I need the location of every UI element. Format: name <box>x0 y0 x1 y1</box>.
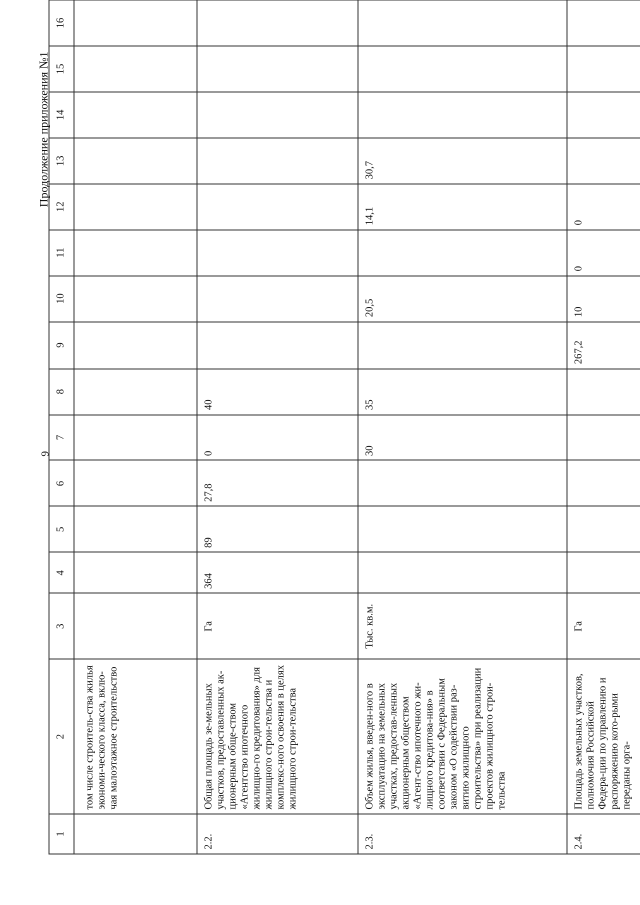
value-cell <box>567 552 640 593</box>
value-cell <box>567 92 640 138</box>
column-number-cell: 5 <box>49 506 74 552</box>
value-cell <box>74 322 197 369</box>
value-cell: 30,7 <box>358 138 567 184</box>
value-cell <box>567 369 640 415</box>
column-number-cell: 8 <box>49 369 74 415</box>
value-cell: 20,5 <box>358 276 567 322</box>
unit-cell: Га <box>197 593 358 659</box>
value-cell <box>74 415 197 461</box>
column-number-cell: 14 <box>49 92 74 138</box>
column-number-cell: 1 <box>49 814 74 854</box>
rotated-page <box>1 0 640 905</box>
column-number-cell: 10 <box>49 276 74 322</box>
value-cell <box>74 138 197 184</box>
column-number-cell: 6 <box>49 460 74 506</box>
value-cell: 40 <box>197 369 358 415</box>
column-number-cell: 7 <box>49 415 74 461</box>
value-cell <box>567 415 640 461</box>
column-number-row <box>49 0 74 854</box>
value-cell <box>358 92 567 138</box>
column-number-cell: 12 <box>49 184 74 230</box>
value-cell <box>74 46 197 92</box>
indicators-table <box>49 0 640 855</box>
value-cell: 364 <box>197 552 358 593</box>
column-number-cell: 4 <box>49 552 74 593</box>
value-cell <box>74 184 197 230</box>
value-cell <box>197 322 358 369</box>
value-cell: 10 <box>567 276 640 322</box>
column-number-cell: 13 <box>49 138 74 184</box>
value-cell <box>74 506 197 552</box>
value-cell <box>197 92 358 138</box>
row-number-cell: 2.2. <box>197 814 358 854</box>
value-cell <box>567 460 640 506</box>
indicator-description-cell: Общая площадь зе-мельных участков, предоставленных ак-ционерным обще-ством «Агентство ипотечного жилищно-го кредитования» для жилищного строи-тельства и комплекс-ного освоения в целях жилищного строи-тельства <box>197 659 358 814</box>
value-cell: 89 <box>197 506 358 552</box>
value-cell <box>197 276 358 322</box>
value-cell <box>74 276 197 322</box>
indicator-description-cell: Объем жилья, введен-ного в эксплуатацию на земельных участках, предостав-ленных акционерным обществом «Агент-ство ипотечного жи-лищного кредитова-ния» в соответствии с Федеральным законом «О содействии раз-витию жилищного строительства» при реализации проектов жилищного строи-тельства <box>358 659 567 814</box>
unit-cell <box>74 593 197 659</box>
value-cell <box>567 506 640 552</box>
value-cell: 267,2 <box>567 322 640 369</box>
column-number-cell: 11 <box>49 230 74 276</box>
value-cell: 30 <box>358 415 567 461</box>
value-cell: 27,8 <box>197 460 358 506</box>
column-number-cell: 3 <box>49 593 74 659</box>
column-number-cell: 9 <box>49 322 74 369</box>
appendix-continuation-note: Продолжение приложения №1 <box>36 51 51 208</box>
value-cell <box>358 552 567 593</box>
value-cell <box>358 0 567 46</box>
value-cell <box>358 322 567 369</box>
value-cell <box>567 46 640 92</box>
value-cell <box>197 0 358 46</box>
table-row <box>567 0 640 854</box>
value-cell <box>74 0 197 46</box>
value-cell: 0 <box>567 230 640 276</box>
value-cell: 35 <box>358 369 567 415</box>
page-number: 9 <box>39 451 52 457</box>
row-number-cell: 2.4. <box>567 814 640 854</box>
value-cell: 14,1 <box>358 184 567 230</box>
row-number-cell <box>74 814 197 854</box>
value-cell <box>74 369 197 415</box>
column-number-cell: 16 <box>49 0 74 46</box>
table-row <box>358 0 567 854</box>
value-cell <box>74 460 197 506</box>
value-cell <box>567 138 640 184</box>
value-cell <box>74 552 197 593</box>
column-number-cell: 15 <box>49 46 74 92</box>
table-row <box>197 0 358 854</box>
indicator-description-cell: том числе строитель-ства жилья экономи-ческого класса, вклю-чая малоэтажное строительство <box>74 659 197 814</box>
value-cell: 0 <box>567 184 640 230</box>
value-cell <box>358 46 567 92</box>
value-cell <box>74 230 197 276</box>
value-cell <box>197 138 358 184</box>
value-cell <box>197 184 358 230</box>
value-cell <box>358 230 567 276</box>
value-cell <box>74 92 197 138</box>
indicator-description-cell: Площадь земельных участков, полномочия Российской Федера-ции по управлению и распоряжению кото-рыми переданы орга- <box>567 659 640 814</box>
table-body <box>49 0 640 854</box>
value-cell <box>358 460 567 506</box>
row-number-cell: 2.3. <box>358 814 567 854</box>
value-cell: 0 <box>197 415 358 461</box>
value-cell <box>197 230 358 276</box>
value-cell <box>197 46 358 92</box>
value-cell <box>567 0 640 46</box>
unit-cell: Тыс. кв.м. <box>358 593 567 659</box>
column-number-cell: 2 <box>49 659 74 814</box>
unit-cell: Га <box>567 593 640 659</box>
table-row <box>74 0 197 854</box>
value-cell <box>358 506 567 552</box>
